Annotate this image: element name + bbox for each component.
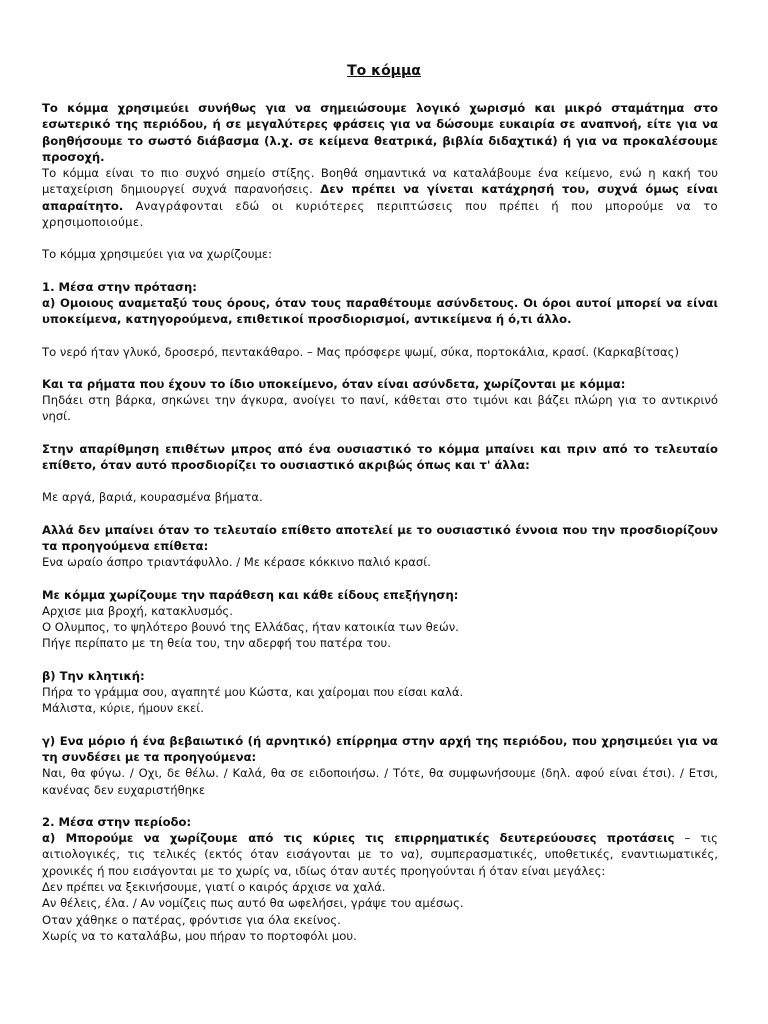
rule-a-rest: Οι όροι αυτοί μπορεί να είναι υποκείμενα, κατηγορούμενα, επιθετικοί προσδιορισμοί, αντικείμενα ή ό,τι άλλο.: [42, 295, 718, 327]
rule-2a: [42, 830, 718, 879]
intro-text: Το κόμμα είναι το πιο συχνό σημείο στίξης. Βοηθά σημαντικά να καταλάβουμε ένα κείμενο, ενώ η κακή του μεταχείριση δημιουργεί συχνά παρανοήσεις.: [42, 166, 718, 197]
rule-verbs: Και τα ρήματα που έχουν το ίδιο υποκείμενο, όταν είναι ασύνδετα, χωρίζονται με κόμμα:: [42, 376, 626, 391]
rule-adjectives: Στην απαρίθμηση επιθέτων μπρος από ένα ουσιαστικό το κόμμα μπαίνει και πριν από το τελευταίο επίθετο, όταν αυτό προσδιορίζει το ουσιαστικό ακριβώς όπως και τ' άλλα:: [42, 441, 718, 473]
rule-b: β) Την κλητική:: [42, 668, 145, 683]
example: Με αργά, βαριά, κουρασμένα βήματα.: [42, 490, 263, 505]
intro-text-end: Αναγράφονται εδώ οι κυριότερες περιπτώσεις που πρέπει ή που μπορούμε να το χρησιμοποιούμε.: [42, 198, 718, 230]
intro-bold-warning: Δεν πρέπει να γίνεται κατάχρησή του, συχνά όμως είναι απαραίτητο.: [42, 182, 718, 213]
example: Οταν χάθηκε ο πατέρας, φρόντισε για όλα εκείνος.: [42, 912, 341, 927]
rule-2a-bold: α) Μπορούμε να χωρίζουμε από τις κύριες τις επιρρηματικές δευτερεύουσες προτάσεις: [42, 831, 675, 846]
example: Χωρίς να το καταλάβω, μου πήραν το πορτοφόλι μου.: [42, 928, 357, 943]
example: Δεν πρέπει να ξεκινήσουμε, γιατί ο καιρός άρχισε να χαλά.: [42, 879, 386, 894]
example: Μάλιστα, κύριε, ήμουν εκεί.: [42, 701, 204, 716]
example: Πηδάει στη βάρκα, σηκώνει την άγκυρα, ανοίγει το πανί, κάθεται στο τιμόνι και βάζει πλώρη για το αντικρινό νησί.: [42, 393, 718, 424]
rule-a: [42, 295, 718, 328]
example: Ενα ωραίο άσπρο τριαντάφυλλο. / Με κέρασε κόκκινο παλιό κρασί.: [42, 555, 431, 570]
intro-paragraph-2: [42, 165, 718, 230]
example: Αρχισε μια βροχή, κατακλυσμός.: [42, 603, 233, 618]
example: Πήγε περίπατο με τη θεία του, την αδερφή του πατέρα του.: [42, 636, 391, 651]
intro-paragraph: [42, 100, 718, 165]
example: Ναι, θα φύγω. / Οχι, δε θέλω. / Καλά, θα σε ειδοποιήσω. / Τότε, θα συμφωνήσουμε (δηλ. αφού είναι έτσι). / Ετσι, κανένας δεν ευχαριστήθηκε: [42, 766, 718, 797]
rule-2a-rest: – τις αιτιολογικές, τις τελικές (εκτός όταν εισάγονται με το να), συμπερασματικές, υποθετικές, εναντιωματικές, χρονικές ή που εισάγονται με το χωρίς να, ιδίως όταν αυτές προηγούνται ή όταν είναι μεγάλες:: [42, 831, 718, 878]
example: Αν θέλεις, έλα. / Αν νομίζεις πως αυτό θα ωφελήσει, γράψε του αμέσως.: [42, 896, 464, 911]
example: Το νερό ήταν γλυκό, δροσερό, πεντακάθαρο. – Μας πρόσφερε ψωμί, σύκα, πορτοκάλια, κρασί. (Καρκαβίτσας): [42, 344, 679, 359]
rule-c: γ) Ενα μόριο ή ένα βεβαιωτικό (ή αρνητικό) επίρρημα στην αρχή της περιόδου, που χρησιμεύει για να τη συνδέσει με τα προηγούμενα:: [42, 733, 718, 764]
uses-line: Το κόμμα χρησιμεύει για να χωρίζουμε:: [42, 247, 273, 262]
page-title: Το κόμμα: [347, 63, 421, 79]
intro-bold-text: Το κόμμα χρησιμεύει συνήθως για να σημειώσουμε λογικό χωρισμό και μικρό σταμάτημα στο εσωτερικό της περιόδου, ή σε μεγαλύτερες φράσεις για να δώσουμε ευκαιρία σε αναπνοή, είτε για να βοηθήσουμε το σωστό διάβασμα (λ.χ. σε κείμενα θεατρικά, βιβλία διδαχτικά) ή για να προκαλέσουμε προσοχή.: [42, 101, 718, 164]
section-2-heading: 2. Μέσα στην περίοδο:: [42, 814, 192, 829]
document-body: [42, 100, 718, 944]
example: Πήρα το γράμμα σου, αγαπητέ μου Κώστα, και χαίρομαι που είσαι καλά.: [42, 685, 464, 700]
rule-exception: Αλλά δεν μπαίνει όταν το τελευταίο επίθετο αποτελεί με το ουσιαστικό έννοια που την προσδιορίζουν τα προηγούμενα επίθετα:: [42, 522, 718, 553]
section-1-heading: 1. Μέσα στην πρόταση:: [42, 279, 197, 294]
rule-apposition: Με κόμμα χωρίζουμε την παράθεση και κάθε είδους επεξήγηση:: [42, 587, 459, 602]
example: Ο Ολυμπος, το ψηλότερο βουνό της Ελλάδας, ήταν κατοικία των θεών.: [42, 620, 459, 635]
rule-a-bold: α) Ομοιους αναμεταξύ τους όρους, όταν τους παραθέτουμε ασύνδετους.: [42, 295, 519, 310]
